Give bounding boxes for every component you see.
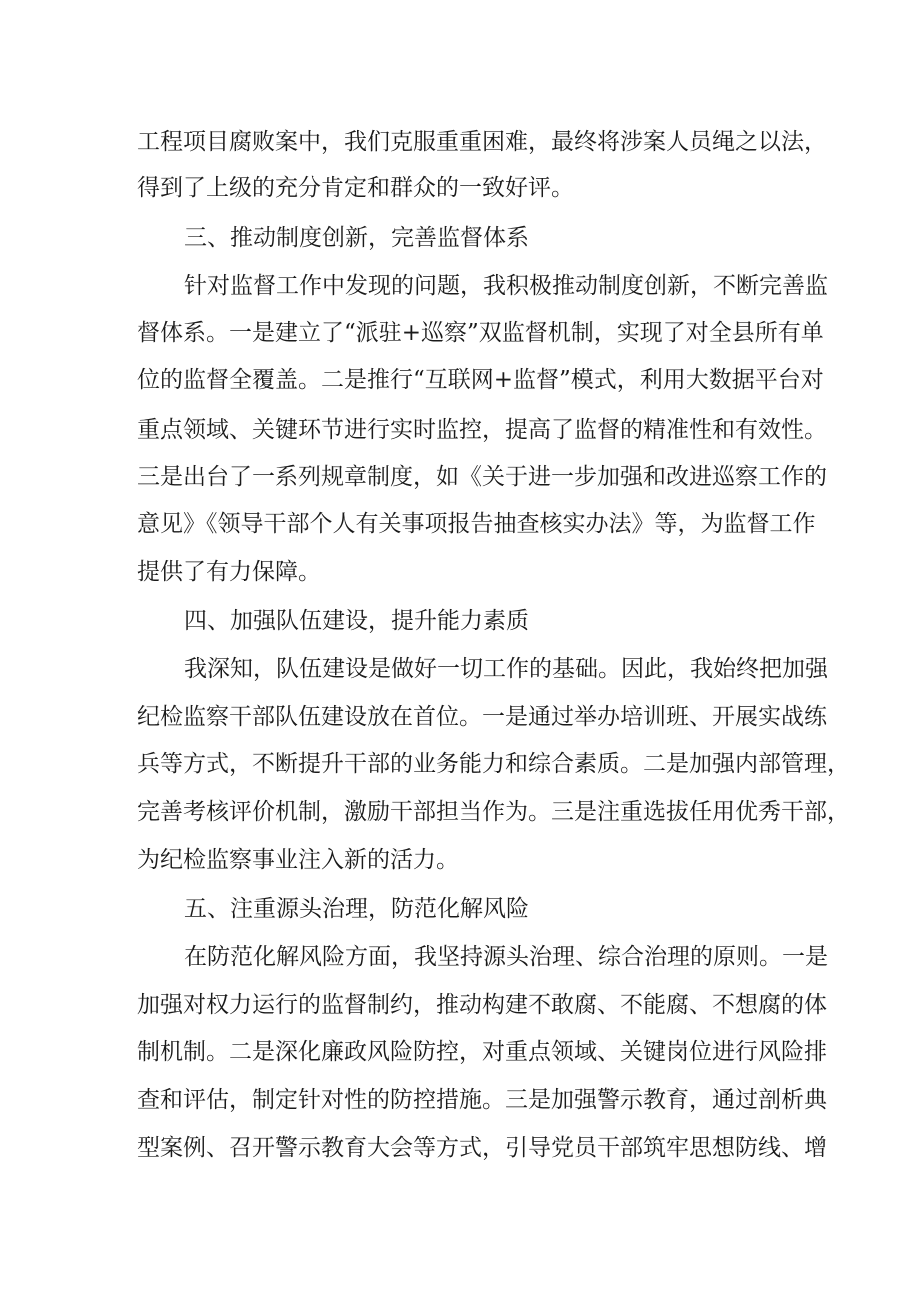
section-heading-5: 五、注重源头治理，防范化解风险 [184,896,529,922]
body-text-line: 为纪检监察事业注入新的活力。 [137,847,459,873]
body-text-line: 意见》《领导干部个人有关事项报告抽查核实办法》等，为监督工作 [137,511,816,537]
body-text-line: 型案例、召开警示教育大会等方式，引导党员干部筑牢思想防线、增 [137,1135,827,1161]
body-text-line: 工程项目腐败案中，我们克服重重困难，最终将涉案人员绳之以法， [137,129,827,155]
body-text-line: 兵等方式，不断提升干部的业务能力和综合素质。二是加强内部管理， [137,751,850,777]
body-text-line: 纪检监察干部队伍建设放在首位。一是通过举办培训班、开展实战练 [137,704,827,730]
paragraph-first-line: 在防范化解风险方面，我坚持源头治理、综合治理的原则。一是 [184,944,828,970]
body-text-line: 提供了有力保障。 [137,559,321,585]
body-text-line: 重点领域、关键环节进行实时监控，提高了监督的精准性和有效性。 [137,417,827,443]
body-text-line: 制机制。二是深化廉政风险防控，对重点领域、关键岗位进行风险排 [137,1039,827,1065]
paragraph-first-line: 我深知，队伍建设是做好一切工作的基础。因此，我始终把加强 [184,656,828,682]
body-text-line: 得到了上级的充分肯定和群众的一致好评。 [137,175,574,201]
body-text-line: 三是出台了一系列规章制度，如《关于进一步加强和改进巡察工作的 [137,464,827,490]
body-text-line: 加强对权力运行的监督制约，推动构建不敢腐、不能腐、不想腐的体 [137,992,827,1018]
paragraph-first-line: 针对监督工作中发现的问题，我积极推动制度创新，不断完善监 [184,273,828,299]
body-text-line: 完善考核评价机制，激励干部担当作为。三是注重选拔任用优秀干部， [137,799,850,825]
section-heading-4: 四、加强队伍建设，提升能力素质 [184,608,529,634]
body-text-line: 位的监督全覆盖。二是推行“互联网+监督”模式，利用大数据平台对 [137,367,824,393]
section-heading-3: 三、推动制度创新，完善监督体系 [184,225,529,251]
body-text-line: 督体系。一是建立了“派驻+巡察”双监督机制，实现了对全县所有单 [137,320,824,346]
body-text-line: 查和评估，制定针对性的防控措施。三是加强警示教育，通过剖析典 [137,1087,827,1113]
